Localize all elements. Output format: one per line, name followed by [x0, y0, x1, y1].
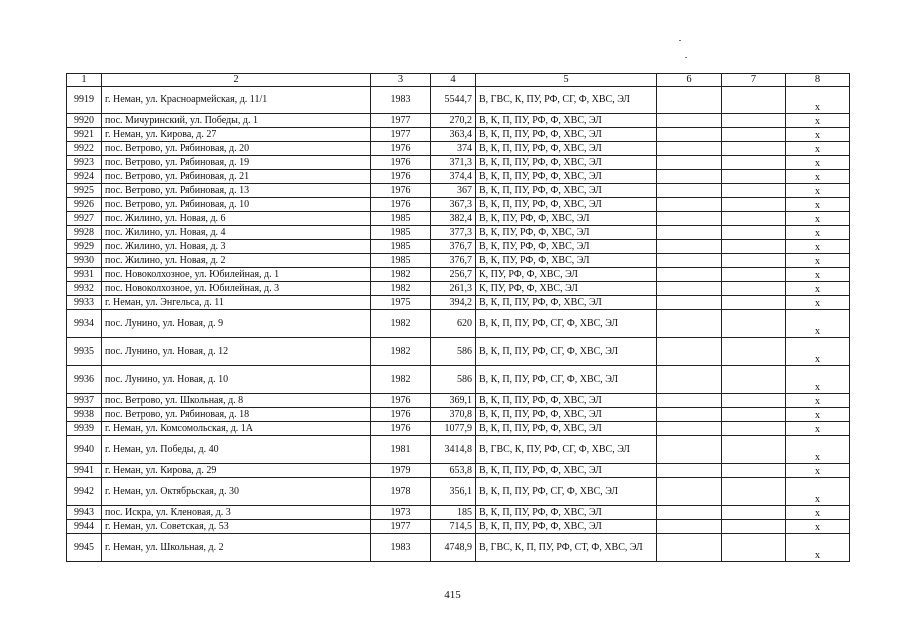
column-7-cell: [722, 267, 786, 281]
area-cell: 370,8: [431, 407, 476, 421]
column-7-cell: [722, 127, 786, 141]
column-7-cell: [722, 253, 786, 267]
column-6-cell: [657, 141, 722, 155]
services-cell: В, К, П, ПУ, РФ, Ф, ХВС, ЭЛ: [476, 463, 657, 477]
table-row: [67, 365, 850, 393]
table-row: [67, 239, 850, 253]
mark-cell: х: [786, 295, 850, 309]
mark-cell: х: [786, 183, 850, 197]
address-cell: г. Неман, ул. Кирова, д. 27: [102, 127, 371, 141]
table-row: [67, 211, 850, 225]
area-cell: 261,3: [431, 281, 476, 295]
area-cell: 185: [431, 505, 476, 519]
services-cell: В, К, П, ПУ, РФ, Ф, ХВС, ЭЛ: [476, 421, 657, 435]
area-cell: 586: [431, 337, 476, 365]
year-cell: 1982: [371, 267, 431, 281]
year-cell: 1976: [371, 141, 431, 155]
services-cell: В, К, П, ПУ, РФ, СГ, Ф, ХВС, ЭЛ: [476, 309, 657, 337]
row-number: 9929: [67, 239, 102, 253]
area-cell: 367,3: [431, 197, 476, 211]
column-7-cell: [722, 477, 786, 505]
area-cell: 3414,8: [431, 435, 476, 463]
column-6-cell: [657, 253, 722, 267]
address-cell: г. Неман, ул. Энгельса, д. 11: [102, 295, 371, 309]
mark-cell: х: [786, 533, 850, 561]
address-cell: пос. Жилино, ул. Новая, д. 4: [102, 225, 371, 239]
column-6-cell: [657, 519, 722, 533]
housing-registry-table: [66, 73, 850, 562]
area-cell: 376,7: [431, 239, 476, 253]
table-row: [67, 197, 850, 211]
area-cell: 374,4: [431, 169, 476, 183]
column-7-cell: [722, 463, 786, 477]
address-cell: пос. Ветрово, ул. Рябиновая, д. 13: [102, 183, 371, 197]
year-cell: 1977: [371, 113, 431, 127]
row-number: 9928: [67, 225, 102, 239]
services-cell: В, К, П, ПУ, РФ, СГ, Ф, ХВС, ЭЛ: [476, 365, 657, 393]
table-row: [67, 309, 850, 337]
table-row: [67, 463, 850, 477]
table-row: [67, 407, 850, 421]
column-6-cell: [657, 86, 722, 113]
column-header: 4: [431, 74, 476, 87]
address-cell: пос. Новоколхозное, ул. Юбилейная, д. 3: [102, 281, 371, 295]
row-number: 9941: [67, 463, 102, 477]
page-number: 415: [444, 589, 461, 601]
table-row: [67, 267, 850, 281]
table-row: [67, 253, 850, 267]
column-7-cell: [722, 211, 786, 225]
year-cell: 1977: [371, 519, 431, 533]
mark-cell: х: [786, 155, 850, 169]
area-cell: 367: [431, 183, 476, 197]
services-cell: В, К, П, ПУ, РФ, Ф, ХВС, ЭЛ: [476, 113, 657, 127]
column-7-cell: [722, 86, 786, 113]
year-cell: 1976: [371, 421, 431, 435]
services-cell: В, К, П, ПУ, РФ, СГ, Ф, ХВС, ЭЛ: [476, 477, 657, 505]
column-6-cell: [657, 463, 722, 477]
table-row: [67, 519, 850, 533]
column-6-cell: [657, 421, 722, 435]
table-row: [67, 113, 850, 127]
address-cell: г. Неман, ул. Кирова, д. 29: [102, 463, 371, 477]
table-row: [67, 127, 850, 141]
address-cell: г. Неман, ул. Комсомольская, д. 1А: [102, 421, 371, 435]
year-cell: 1976: [371, 407, 431, 421]
mark-cell: х: [786, 197, 850, 211]
table-row: [67, 393, 850, 407]
column-6-cell: [657, 183, 722, 197]
column-7-cell: [722, 519, 786, 533]
column-header: 8: [786, 74, 850, 87]
year-cell: 1985: [371, 239, 431, 253]
services-cell: В, К, П, ПУ, РФ, Ф, ХВС, ЭЛ: [476, 141, 657, 155]
mark-cell: х: [786, 463, 850, 477]
column-7-cell: [722, 337, 786, 365]
services-cell: В, К, П, ПУ, РФ, Ф, ХВС, ЭЛ: [476, 519, 657, 533]
row-number: 9933: [67, 295, 102, 309]
column-6-cell: [657, 267, 722, 281]
column-7-cell: [722, 225, 786, 239]
mark-cell: х: [786, 477, 850, 505]
year-cell: 1976: [371, 393, 431, 407]
row-number: 9942: [67, 477, 102, 505]
scan-speck: [679, 40, 681, 41]
column-7-cell: [722, 295, 786, 309]
services-cell: В, К, П, ПУ, РФ, Ф, ХВС, ЭЛ: [476, 197, 657, 211]
address-cell: пос. Лунино, ул. Новая, д. 9: [102, 309, 371, 337]
column-6-cell: [657, 155, 722, 169]
mark-cell: х: [786, 435, 850, 463]
row-number: 9939: [67, 421, 102, 435]
table-row: [67, 169, 850, 183]
table-row: [67, 533, 850, 561]
mark-cell: х: [786, 365, 850, 393]
mark-cell: х: [786, 505, 850, 519]
row-number: 9927: [67, 211, 102, 225]
column-header: 5: [476, 74, 657, 87]
column-7-cell: [722, 155, 786, 169]
address-cell: пос. Жилино, ул. Новая, д. 3: [102, 239, 371, 253]
table-row: [67, 86, 850, 113]
mark-cell: х: [786, 281, 850, 295]
mark-cell: х: [786, 141, 850, 155]
column-header: 3: [371, 74, 431, 87]
table-row: [67, 505, 850, 519]
column-7-cell: [722, 113, 786, 127]
column-6-cell: [657, 393, 722, 407]
area-cell: 369,1: [431, 393, 476, 407]
column-7-cell: [722, 281, 786, 295]
column-6-cell: [657, 533, 722, 561]
year-cell: 1985: [371, 253, 431, 267]
row-number: 9923: [67, 155, 102, 169]
column-6-cell: [657, 407, 722, 421]
table-row: [67, 281, 850, 295]
services-cell: В, К, П, ПУ, РФ, Ф, ХВС, ЭЛ: [476, 127, 657, 141]
row-number: 9935: [67, 337, 102, 365]
area-cell: 714,5: [431, 519, 476, 533]
row-number: 9943: [67, 505, 102, 519]
address-cell: пос. Ветрово, ул. Рябиновая, д. 19: [102, 155, 371, 169]
area-cell: 586: [431, 365, 476, 393]
year-cell: 1979: [371, 463, 431, 477]
table-row: [67, 435, 850, 463]
area-cell: 1077,9: [431, 421, 476, 435]
column-6-cell: [657, 365, 722, 393]
address-cell: пос. Жилино, ул. Новая, д. 6: [102, 211, 371, 225]
address-cell: г. Неман, ул. Победы, д. 40: [102, 435, 371, 463]
area-cell: 371,3: [431, 155, 476, 169]
mark-cell: х: [786, 253, 850, 267]
row-number: 9937: [67, 393, 102, 407]
year-cell: 1983: [371, 533, 431, 561]
row-number: 9922: [67, 141, 102, 155]
table-body: [67, 86, 850, 561]
services-cell: В, К, П, ПУ, РФ, Ф, ХВС, ЭЛ: [476, 155, 657, 169]
year-cell: 1982: [371, 309, 431, 337]
area-cell: 363,4: [431, 127, 476, 141]
services-cell: К, ПУ, РФ, Ф, ХВС, ЭЛ: [476, 267, 657, 281]
mark-cell: х: [786, 225, 850, 239]
column-7-cell: [722, 505, 786, 519]
column-header: 7: [722, 74, 786, 87]
address-cell: пос. Лунино, ул. Новая, д. 12: [102, 337, 371, 365]
column-6-cell: [657, 127, 722, 141]
address-cell: пос. Ветрово, ул. Рябиновая, д. 18: [102, 407, 371, 421]
column-6-cell: [657, 477, 722, 505]
address-cell: г. Неман, ул. Советская, д. 53: [102, 519, 371, 533]
services-cell: В, ГВС, К, ПУ, РФ, СГ, Ф, ХВС, ЭЛ: [476, 86, 657, 113]
mark-cell: х: [786, 393, 850, 407]
area-cell: 374: [431, 141, 476, 155]
column-7-cell: [722, 407, 786, 421]
row-number: 9944: [67, 519, 102, 533]
mark-cell: х: [786, 113, 850, 127]
address-cell: пос. Ветрово, ул. Рябиновая, д. 20: [102, 141, 371, 155]
column-6-cell: [657, 505, 722, 519]
year-cell: 1985: [371, 211, 431, 225]
services-cell: В, К, П, ПУ, РФ, Ф, ХВС, ЭЛ: [476, 295, 657, 309]
column-6-cell: [657, 239, 722, 253]
column-6-cell: [657, 309, 722, 337]
column-7-cell: [722, 309, 786, 337]
address-cell: пос. Жилино, ул. Новая, д. 2: [102, 253, 371, 267]
services-cell: В, ГВС, К, П, ПУ, РФ, СТ, Ф, ХВС, ЭЛ: [476, 533, 657, 561]
column-7-cell: [722, 239, 786, 253]
row-number: 9932: [67, 281, 102, 295]
table-row: [67, 155, 850, 169]
services-cell: В, К, П, ПУ, РФ, Ф, ХВС, ЭЛ: [476, 505, 657, 519]
mark-cell: х: [786, 519, 850, 533]
address-cell: пос. Лунино, ул. Новая, д. 10: [102, 365, 371, 393]
mark-cell: х: [786, 239, 850, 253]
services-cell: В, ГВС, К, ПУ, РФ, СГ, Ф, ХВС, ЭЛ: [476, 435, 657, 463]
row-number: 9940: [67, 435, 102, 463]
column-6-cell: [657, 113, 722, 127]
year-cell: 1982: [371, 281, 431, 295]
year-cell: 1978: [371, 477, 431, 505]
year-cell: 1977: [371, 127, 431, 141]
row-number: 9921: [67, 127, 102, 141]
year-cell: 1976: [371, 183, 431, 197]
mark-cell: х: [786, 407, 850, 421]
services-cell: К, ПУ, РФ, Ф, ХВС, ЭЛ: [476, 281, 657, 295]
year-cell: 1976: [371, 197, 431, 211]
table-row: [67, 295, 850, 309]
column-7-cell: [722, 421, 786, 435]
header-row: [67, 74, 850, 87]
address-cell: пос. Ветрово, ул. Рябиновая, д. 10: [102, 197, 371, 211]
year-cell: 1982: [371, 337, 431, 365]
column-header: 1: [67, 74, 102, 87]
column-7-cell: [722, 183, 786, 197]
services-cell: В, К, ПУ, РФ, Ф, ХВС, ЭЛ: [476, 239, 657, 253]
row-number: 9924: [67, 169, 102, 183]
column-7-cell: [722, 197, 786, 211]
column-7-cell: [722, 435, 786, 463]
area-cell: 377,3: [431, 225, 476, 239]
services-cell: В, К, П, ПУ, РФ, СГ, Ф, ХВС, ЭЛ: [476, 337, 657, 365]
column-7-cell: [722, 393, 786, 407]
services-cell: В, К, П, ПУ, РФ, Ф, ХВС, ЭЛ: [476, 169, 657, 183]
table-row: [67, 225, 850, 239]
year-cell: 1973: [371, 505, 431, 519]
column-7-cell: [722, 169, 786, 183]
year-cell: 1975: [371, 295, 431, 309]
row-number: 9930: [67, 253, 102, 267]
row-number: 9938: [67, 407, 102, 421]
area-cell: 5544,7: [431, 86, 476, 113]
services-cell: В, К, ПУ, РФ, Ф, ХВС, ЭЛ: [476, 225, 657, 239]
column-6-cell: [657, 197, 722, 211]
services-cell: В, К, ПУ, РФ, Ф, ХВС, ЭЛ: [476, 211, 657, 225]
column-6-cell: [657, 337, 722, 365]
address-cell: пос. Искра, ул. Кленовая, д. 3: [102, 505, 371, 519]
address-cell: пос. Ветрово, ул. Школьная, д. 8: [102, 393, 371, 407]
address-cell: пос. Новоколхозное, ул. Юбилейная, д. 1: [102, 267, 371, 281]
table-row: [67, 141, 850, 155]
scan-speck: [685, 57, 687, 58]
column-7-cell: [722, 365, 786, 393]
row-number: 9920: [67, 113, 102, 127]
table-row: [67, 183, 850, 197]
mark-cell: х: [786, 211, 850, 225]
area-cell: 382,4: [431, 211, 476, 225]
row-number: 9931: [67, 267, 102, 281]
area-cell: 4748,9: [431, 533, 476, 561]
year-cell: 1981: [371, 435, 431, 463]
column-6-cell: [657, 435, 722, 463]
area-cell: 653,8: [431, 463, 476, 477]
row-number: 9925: [67, 183, 102, 197]
mark-cell: х: [786, 267, 850, 281]
mark-cell: х: [786, 127, 850, 141]
services-cell: В, К, П, ПУ, РФ, Ф, ХВС, ЭЛ: [476, 183, 657, 197]
area-cell: 394,2: [431, 295, 476, 309]
year-cell: 1976: [371, 169, 431, 183]
row-number: 9934: [67, 309, 102, 337]
area-cell: 376,7: [431, 253, 476, 267]
year-cell: 1976: [371, 155, 431, 169]
table-row: [67, 337, 850, 365]
services-cell: В, К, П, ПУ, РФ, Ф, ХВС, ЭЛ: [476, 393, 657, 407]
address-cell: г. Неман, ул. Красноармейская, д. 11/1: [102, 86, 371, 113]
column-6-cell: [657, 281, 722, 295]
mark-cell: х: [786, 337, 850, 365]
area-cell: 270,2: [431, 113, 476, 127]
area-cell: 256,7: [431, 267, 476, 281]
year-cell: 1982: [371, 365, 431, 393]
address-cell: г. Неман, ул. Октябрьская, д. 30: [102, 477, 371, 505]
address-cell: пос. Ветрово, ул. Рябиновая, д. 21: [102, 169, 371, 183]
column-6-cell: [657, 169, 722, 183]
row-number: 9936: [67, 365, 102, 393]
table-row: [67, 477, 850, 505]
area-cell: 620: [431, 309, 476, 337]
services-cell: В, К, П, ПУ, РФ, Ф, ХВС, ЭЛ: [476, 407, 657, 421]
mark-cell: х: [786, 309, 850, 337]
address-cell: пос. Мичуринский, ул. Победы, д. 1: [102, 113, 371, 127]
table-row: [67, 421, 850, 435]
year-cell: 1983: [371, 86, 431, 113]
mark-cell: х: [786, 169, 850, 183]
year-cell: 1985: [371, 225, 431, 239]
column-7-cell: [722, 533, 786, 561]
column-6-cell: [657, 295, 722, 309]
mark-cell: х: [786, 421, 850, 435]
area-cell: 356,1: [431, 477, 476, 505]
row-number: 9919: [67, 86, 102, 113]
column-header: 2: [102, 74, 371, 87]
column-7-cell: [722, 141, 786, 155]
services-cell: В, К, ПУ, РФ, Ф, ХВС, ЭЛ: [476, 253, 657, 267]
column-6-cell: [657, 211, 722, 225]
mark-cell: х: [786, 86, 850, 113]
row-number: 9945: [67, 533, 102, 561]
address-cell: г. Неман, ул. Школьная, д. 2: [102, 533, 371, 561]
column-6-cell: [657, 225, 722, 239]
column-header: 6: [657, 74, 722, 87]
row-number: 9926: [67, 197, 102, 211]
